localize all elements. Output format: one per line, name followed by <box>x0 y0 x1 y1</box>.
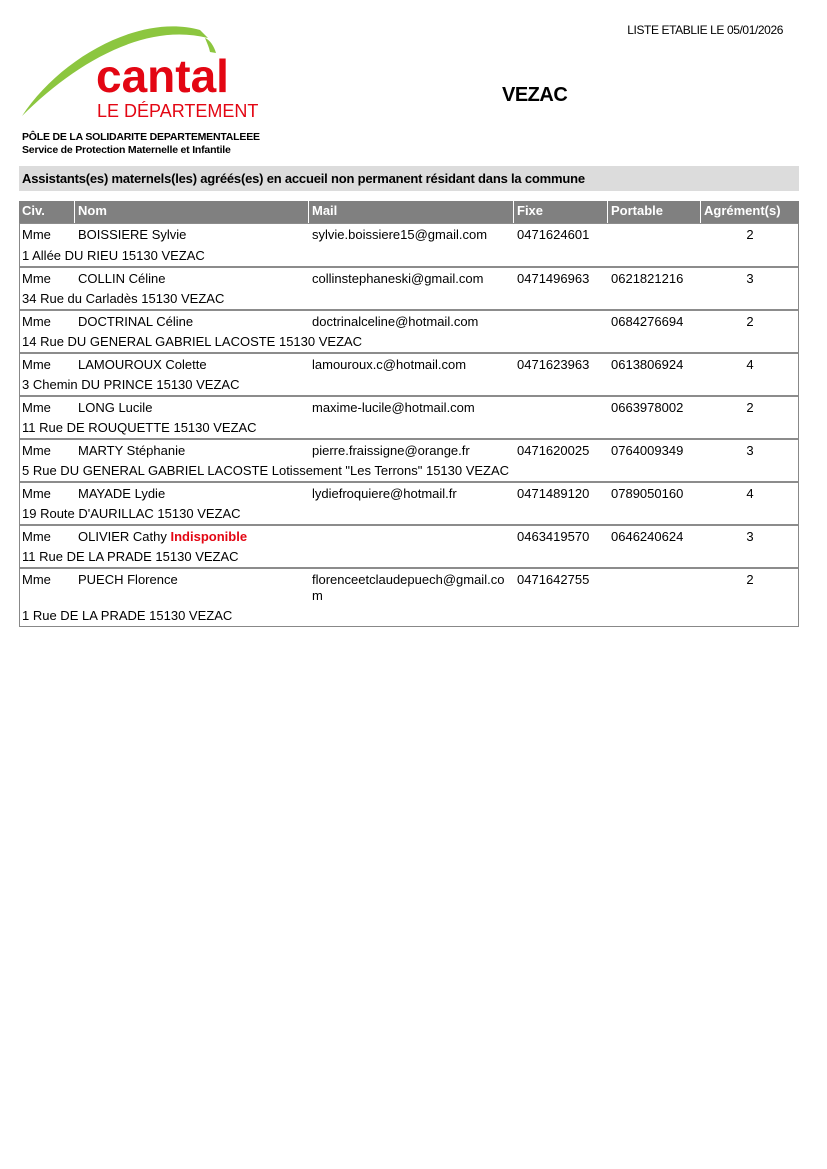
cell-agrement: 4 <box>746 486 754 501</box>
cell-agrement: 2 <box>746 400 754 415</box>
cell-adresse: 1 Allée DU RIEU 15130 VEZAC <box>22 248 205 263</box>
cell-civ: Mme <box>22 400 51 415</box>
cell-portable: 0646240624 <box>611 529 684 544</box>
cell-portable: 0764009349 <box>611 443 684 458</box>
cell-mail: maxime-lucile@hotmail.com <box>312 400 475 415</box>
cell-portable: 0621821216 <box>611 271 684 286</box>
cell-mail: florenceetclaudepuech@gmail.com <box>312 572 505 603</box>
name-text: COLLIN Céline <box>78 271 166 286</box>
cell-adresse: 14 Rue DU GENERAL GABRIEL LACOSTE 15130 VEZAC <box>22 334 363 349</box>
cell-mail: lydiefroquiere@hotmail.fr <box>312 486 457 501</box>
cell-adresse: 3 Chemin DU PRINCE 15130 VEZAC <box>22 377 240 392</box>
table-row <box>20 567 798 626</box>
cell-agrement: 4 <box>746 357 754 372</box>
status-badge: Indisponible <box>170 529 248 544</box>
table-row <box>20 524 798 567</box>
cell-nom <box>78 314 193 330</box>
section-title: Assistants(es) maternels(les) agréés(es) en accueil non permanent résidant dans la commune <box>19 166 799 191</box>
cell-civ: Mme <box>22 357 51 372</box>
cell-civ: Mme <box>22 529 51 544</box>
cell-fixe: 0471624601 <box>517 227 590 242</box>
cell-agrement: 3 <box>746 443 754 458</box>
cell-mail: collinstephaneski@gmail.com <box>312 271 484 286</box>
cell-adresse: 19 Route D'AURILLAC 15130 VEZAC <box>22 506 241 521</box>
table-body <box>19 223 799 627</box>
col-agrement: Agrément(s) <box>701 201 799 223</box>
name-text: OLIVIER Cathy <box>78 529 167 544</box>
service-name: Service de Protection Maternelle et Infantile <box>22 144 231 156</box>
cell-adresse: 34 Rue du Carladès 15130 VEZAC <box>22 291 225 306</box>
pole-name: PÔLE DE LA SOLIDARITE DEPARTEMENTALEEE <box>22 131 260 143</box>
cell-adresse: 1 Rue DE LA PRADE 15130 VEZAC <box>22 608 233 623</box>
name-text: DOCTRINAL Céline <box>78 314 194 329</box>
cell-fixe: 0463419570 <box>517 529 590 544</box>
col-nom: Nom <box>75 201 308 223</box>
list-date: LISTE ETABLIE LE 05/01/2026 <box>627 23 783 37</box>
cell-mail: pierre.fraissigne@orange.fr <box>312 443 470 458</box>
name-text: LAMOUROUX Colette <box>78 357 207 372</box>
cell-civ: Mme <box>22 443 51 458</box>
cell-nom <box>78 227 186 243</box>
cell-adresse: 11 Rue DE ROUQUETTE 15130 VEZAC <box>22 420 257 435</box>
logo-brand: cantal <box>96 50 229 102</box>
cell-fixe: 0471623963 <box>517 357 590 372</box>
cell-civ: Mme <box>22 227 51 242</box>
cell-civ: Mme <box>22 314 51 329</box>
cell-nom <box>78 572 178 588</box>
cell-portable: 0663978002 <box>611 400 684 415</box>
name-text: LONG Lucile <box>78 400 153 415</box>
cell-mail: lamouroux.c@hotmail.com <box>312 357 467 372</box>
table-row <box>20 481 798 524</box>
cell-adresse: 5 Rue DU GENERAL GABRIEL LACOSTE Lotissement "Les Terrons" 15130 VEZAC <box>22 463 510 478</box>
cell-civ: Mme <box>22 486 51 501</box>
col-civ: Civ. <box>19 201 74 223</box>
table-row <box>20 352 798 395</box>
cell-fixe: 0471642755 <box>517 572 590 587</box>
table-header <box>19 201 799 223</box>
name-text: PUECH Florence <box>78 572 178 587</box>
col-portable: Portable <box>608 201 700 223</box>
cell-fixe: 0471496963 <box>517 271 590 286</box>
cell-portable: 0684276694 <box>611 314 684 329</box>
cell-civ: Mme <box>22 572 51 587</box>
cell-nom <box>78 357 207 373</box>
cell-agrement: 2 <box>746 572 754 587</box>
cell-nom <box>78 400 152 416</box>
name-text: BOISSIERE Sylvie <box>78 227 187 242</box>
cell-portable: 0789050160 <box>611 486 684 501</box>
cell-nom <box>78 271 165 287</box>
cell-nom <box>78 443 185 459</box>
cell-mail: sylvie.boissiere15@gmail.com <box>312 227 488 242</box>
cell-agrement: 2 <box>746 227 754 242</box>
cell-fixe: 0471489120 <box>517 486 590 501</box>
cell-fixe: 0471620025 <box>517 443 590 458</box>
cell-agrement: 3 <box>746 271 754 286</box>
cantal-logo <box>20 18 265 123</box>
commune-title: VEZAC <box>502 84 568 106</box>
col-fixe: Fixe <box>514 201 607 223</box>
table-row <box>20 438 798 481</box>
cell-adresse: 11 Rue DE LA PRADE 15130 VEZAC <box>22 549 239 564</box>
name-text: MAYADE Lydie <box>78 486 166 501</box>
logo-subtitle: LE DÉPARTEMENT <box>97 101 259 121</box>
table-row <box>20 395 798 438</box>
name-text: MARTY Stéphanie <box>78 443 186 458</box>
cell-civ: Mme <box>22 271 51 286</box>
cell-nom <box>78 529 247 545</box>
cell-portable: 0613806924 <box>611 357 684 372</box>
table-row <box>20 266 798 309</box>
cell-agrement: 2 <box>746 314 754 329</box>
service-block <box>22 131 260 157</box>
table-row <box>20 309 798 352</box>
cell-mail: doctrinalceline@hotmail.com <box>312 314 479 329</box>
col-mail: Mail <box>309 201 513 223</box>
table-row <box>20 223 798 266</box>
cell-nom <box>78 486 165 502</box>
cell-agrement: 3 <box>746 529 754 544</box>
